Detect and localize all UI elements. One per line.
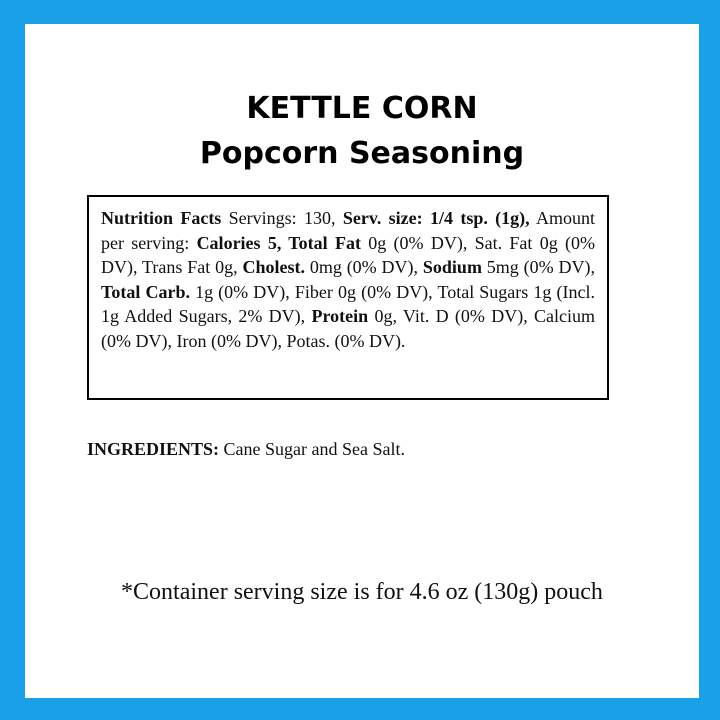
label-panel xyxy=(25,24,699,698)
ingredients-label: INGREDIENTS: xyxy=(87,439,220,459)
ingredients-text: Cane Sugar and Sea Salt. xyxy=(219,439,405,459)
product-subtitle: Popcorn Seasoning xyxy=(199,136,525,171)
serving-size-label: Serv. size: 1/4 tsp. (1g), xyxy=(342,208,530,228)
sodium-label: Sodium xyxy=(422,257,482,277)
servings-text: Servings: 130, xyxy=(221,208,343,228)
cholesterol-label: Cholest. xyxy=(242,257,305,277)
cholesterol-text: 0mg (0% DV), xyxy=(304,257,423,277)
serving-footnote: *Container serving size is for 4.6 oz (130g) pouch xyxy=(121,579,603,605)
calories-label: Calories 5, Total Fat xyxy=(196,232,361,253)
nutrition-facts-box xyxy=(87,195,609,400)
carb-label: Total Carb. xyxy=(101,281,190,302)
fat-text: 0g (0% DV), Sat. Fat 0g (0% DV), Trans Fat 0g, xyxy=(101,232,595,277)
carb-text: 1g (0% DV), Fiber 0g (0% DV), Total Sugars 1g (Incl. 1g Added Sugars, 2% DV), xyxy=(101,281,595,326)
sodium-text: 5mg (0% DV), xyxy=(481,257,596,277)
protein-text: 0g, Vit. D (0% DV), Calcium (0% DV), Iron (0% DV), Potas. (0% DV). xyxy=(101,306,596,351)
product-name: KETTLE CORN xyxy=(246,91,478,126)
protein-label: Protein xyxy=(311,306,369,326)
amount-text: Amount per serving: xyxy=(101,208,595,253)
product-title xyxy=(25,86,699,176)
nutrition-heading: Nutrition Facts xyxy=(101,208,222,228)
ingredients-line xyxy=(87,437,405,461)
